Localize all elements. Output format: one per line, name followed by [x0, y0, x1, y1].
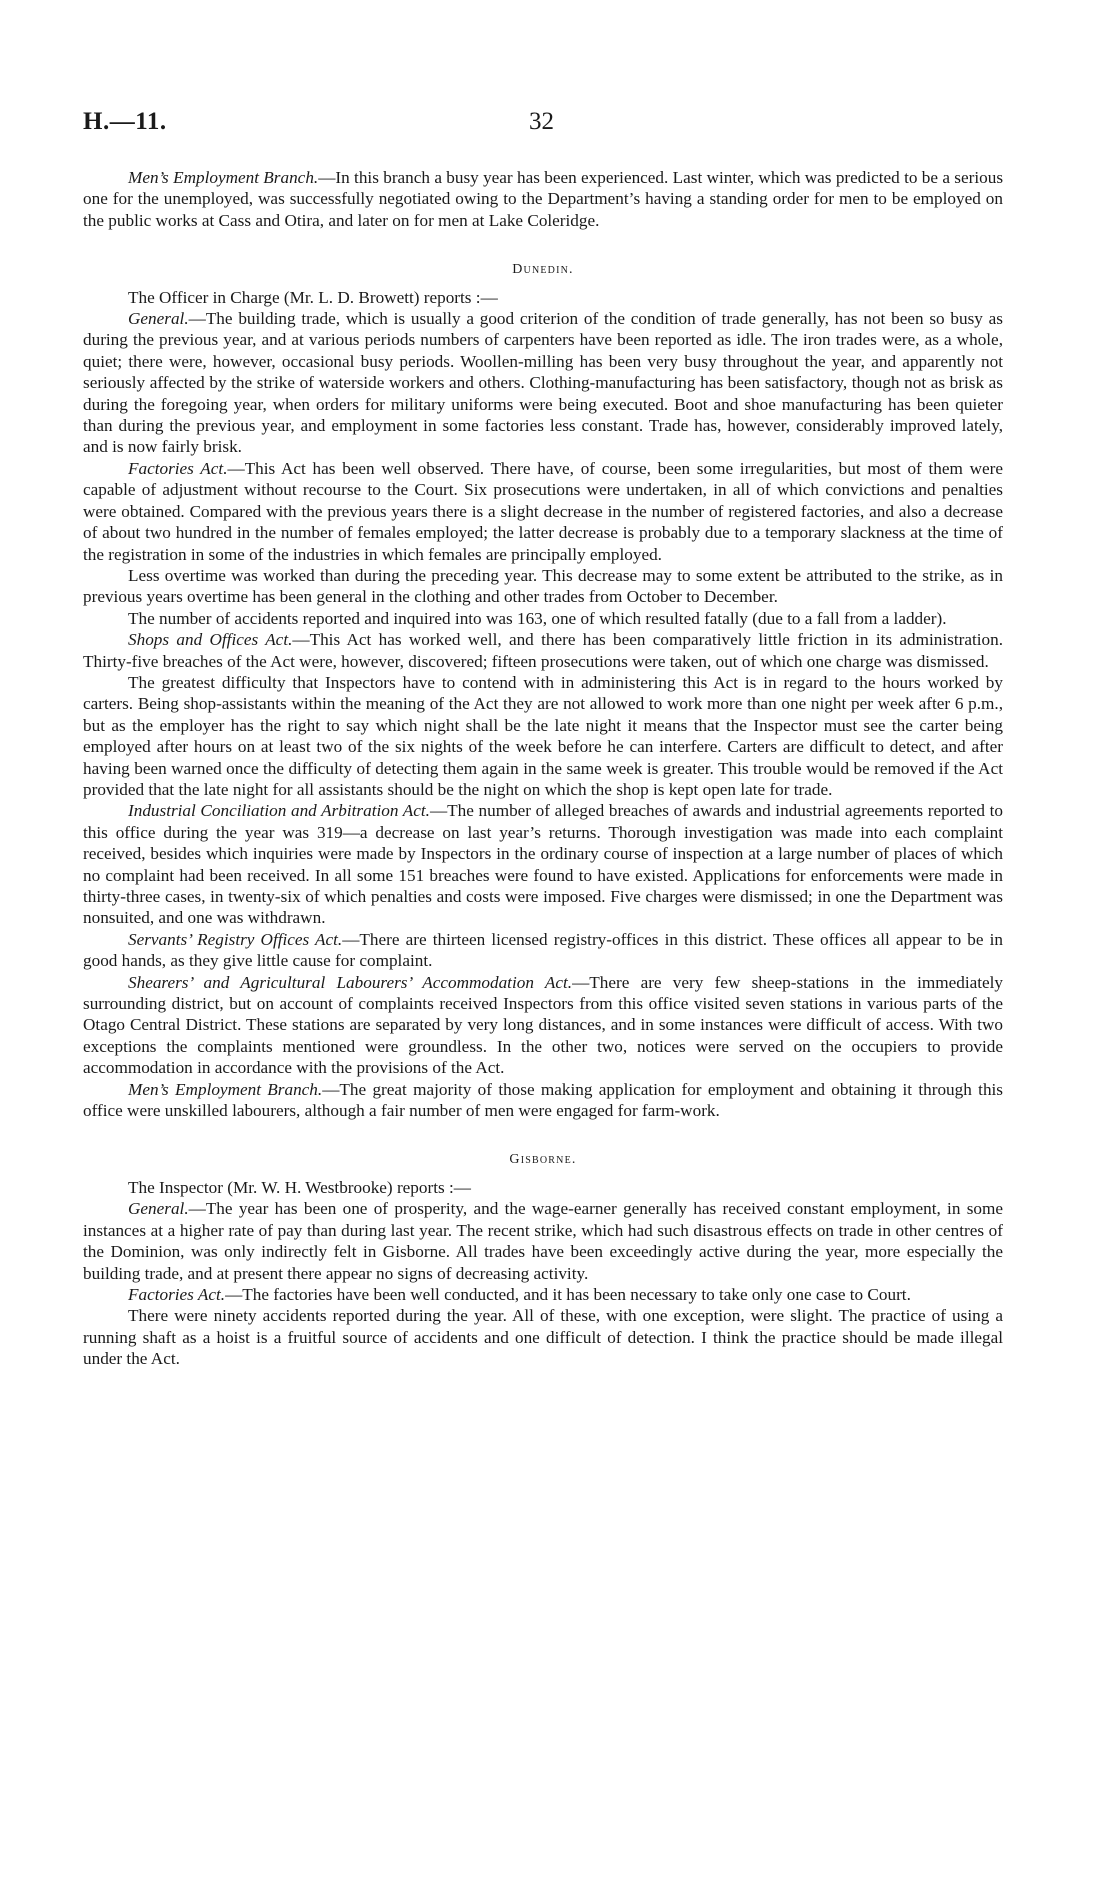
paragraph-lead: Shops and Offices Act. [128, 630, 293, 650]
paragraph-text: There were ninety accidents reported during the year. All of these, with one exception, were slight. The practice of using a running shaft as a hoist is a fruitful source of accidents and one difficult of detection. I think the practice should be made illegal under the Act. [83, 1306, 1003, 1369]
paragraph [83, 608, 1003, 629]
paragraph-text: —The number of alleged breaches of awards and industrial agreements reported to this office during the year was 319—a decrease on last year’s returns. Thorough investigation was made into each complaint received, besides which inquiries were made by Inspectors in the ordinary course of inspection at a large number of places of which no complaint had been received. In all some 151 breaches were found to have existed. Applications for enforcements were made in thirty-three cases, in twenty-six of which penalties and costs were imposed. Five charges were dismissed; in one the Department was nonsuited, and one was withdrawn. [83, 801, 1004, 928]
paragraph-text: —There are very few sheep-stations in the immediately surrounding district, but on account of complaints received Inspectors from this office visited seven stations in various parts of the Otago Central District. These stations are separated by very long distances, and in some instances were difficult of access. With two exceptions the complaints mentioned were groundless. In the other two, notices were served on the occupiers to provide accommodation in accordance with the provisions of the Act. [83, 972, 1003, 1078]
section-heading: Gisborne. [509, 1152, 577, 1168]
paragraph-text: —The factories have been well conducted, and it has been necessary to take only one case to Court. [225, 1284, 911, 1304]
paragraph [83, 308, 1003, 458]
paragraph-text: —The great majority of those making application for employment and obtaining it through this office were unskilled labourers, although a fair number of men were engaged for farm-work. [83, 1079, 1003, 1121]
paragraph-lead: Servants’ Registry Offices Act. [128, 929, 343, 949]
paragraph [83, 1079, 1003, 1122]
paragraph-text: —The building trade, which is usually a good criterion of the condition of trade generally, has not been so busy as during the previous year, and at various periods numbers of carpenters have been reported as idle. The iron trades were, as a whole, quiet; there were, however, occasional busy periods. Woollen-milling has been very busy throughout the year, and apparently not seriously affected by the strike of waterside workers and others. Clothing-manufacturing has been satisfactory, though not as brisk as during the foregoing year, when orders for military uniforms were being executed. Boot and shoe manufacturing has been quieter than during the previous year, and employment in some factories less constant. Trade has, however, considerably improved lately, and is now fairly brisk. [83, 309, 1003, 457]
paragraph [83, 1198, 1003, 1284]
paragraph-lead: General. [128, 309, 189, 329]
paragraph-text: —This Act has been well observed. There have, of course, been some irregularities, but most of them were capable of adjustment without recourse to the Court. Six prosecutions were undertaken, in all of which convictions and penalties were obtained. Compared with the previous years there is a slight decrease in the number of registered factories, and also a decrease of about two hundred in the number of females employed; the latter decrease is probably due to a temporary slackness at the time of the registration in some of the industries in which females are principally employed. [83, 458, 1003, 564]
page-header [83, 108, 1003, 148]
paragraph [83, 929, 1003, 972]
paragraph-lead: Factories Act. [128, 1284, 226, 1304]
section-heading: Dunedin. [512, 262, 574, 278]
paragraph-text: —In this branch a busy year has been experienced. Last winter, which was predicted to be a serious one for the unemployed, was successfully negotiated owing to the Department’s having a standing order for men to be employed on the public works at Cass and Otira, and later on for men at Lake Coleridge. [83, 168, 1004, 230]
paragraph-lead: Industrial Conciliation and Arbitration Act. [128, 801, 430, 821]
paragraph-text: Less overtime was worked than during the preceding year. This decrease may to some extent be attributed to the strike, as in previous years overtime has been general in the clothing and other trades from October to December. [83, 565, 1003, 607]
paragraph-text: —This Act has worked well, and there has been comparatively little friction in its administration. Thirty-five breaches of the Act were, however, discovered; fifteen prosecutions were taken, out of which one charge was dismissed. [83, 630, 1003, 671]
paragraph [83, 672, 1003, 800]
paragraph-lead: Factories Act. [128, 458, 228, 478]
paragraph [83, 972, 1003, 1079]
document-body [83, 167, 1003, 1370]
paragraph [83, 458, 1003, 565]
paragraph [83, 1305, 1003, 1369]
paragraph-lead: Shearers’ and Agricultural Labourers’ Accommodation Act. [128, 972, 573, 992]
paragraph-text: The Inspector (Mr. W. H. Westbrooke) reports :— [128, 1177, 471, 1197]
paragraph-text: The greatest difficulty that Inspectors have to contend with in administering this Act is in regard to the hours worked by carters. Being shop-assistants within the meaning of the Act they are not allowed to work more than one night per week after 6 p.m., but as the employer has the right to say which night shall be the late night it means that the Inspector must see the carter being employed after hours on at least two of the six nights of the week before he can interfere. Carters are difficult to detect, and after having been warned once the difficulty of detecting them again in the same week is greater. This trouble would be removed if the Act provided that the late night for all assistants should be the night on which the shop is kept open late for trade. [83, 672, 1003, 799]
paragraph [83, 1177, 1003, 1198]
paragraph [83, 800, 1003, 928]
paragraph [83, 1284, 1003, 1305]
paragraph-text: The Officer in Charge (Mr. L. D. Browett) reports :— [128, 287, 498, 307]
paragraph [83, 287, 1003, 308]
page-number: 32 [529, 108, 554, 135]
paragraph-text: —There are thirteen licensed registry-offices in this district. These offices all appear to be in good hands, as they give little cause for complaint. [83, 929, 1004, 971]
paragraph-lead: Men’s Employment Branch. [128, 168, 319, 187]
paragraph [83, 629, 1003, 672]
paragraph-lead: General. [128, 1199, 189, 1219]
paragraph-lead: Men’s Employment Branch. [128, 1079, 323, 1099]
paragraph-text: —The year has been one of prosperity, and the wage-earner generally has received constant employment, in some instances at a higher rate of pay than during last year. The recent strike, which had such disastrous effects on trade in other centres of the Dominion, was only indirectly felt in Gisborne. All trades have been exceedingly active during the year, more especially the building trade, and at present there appear no signs of decreasing activity. [83, 1199, 1003, 1283]
document-code: H.—11. [83, 108, 167, 135]
paragraph-text: The number of accidents reported and inquired into was 163, one of which resulted fatally (due to a fall from a ladder). [128, 608, 947, 628]
paragraph [83, 565, 1003, 608]
paragraph [83, 167, 1003, 231]
